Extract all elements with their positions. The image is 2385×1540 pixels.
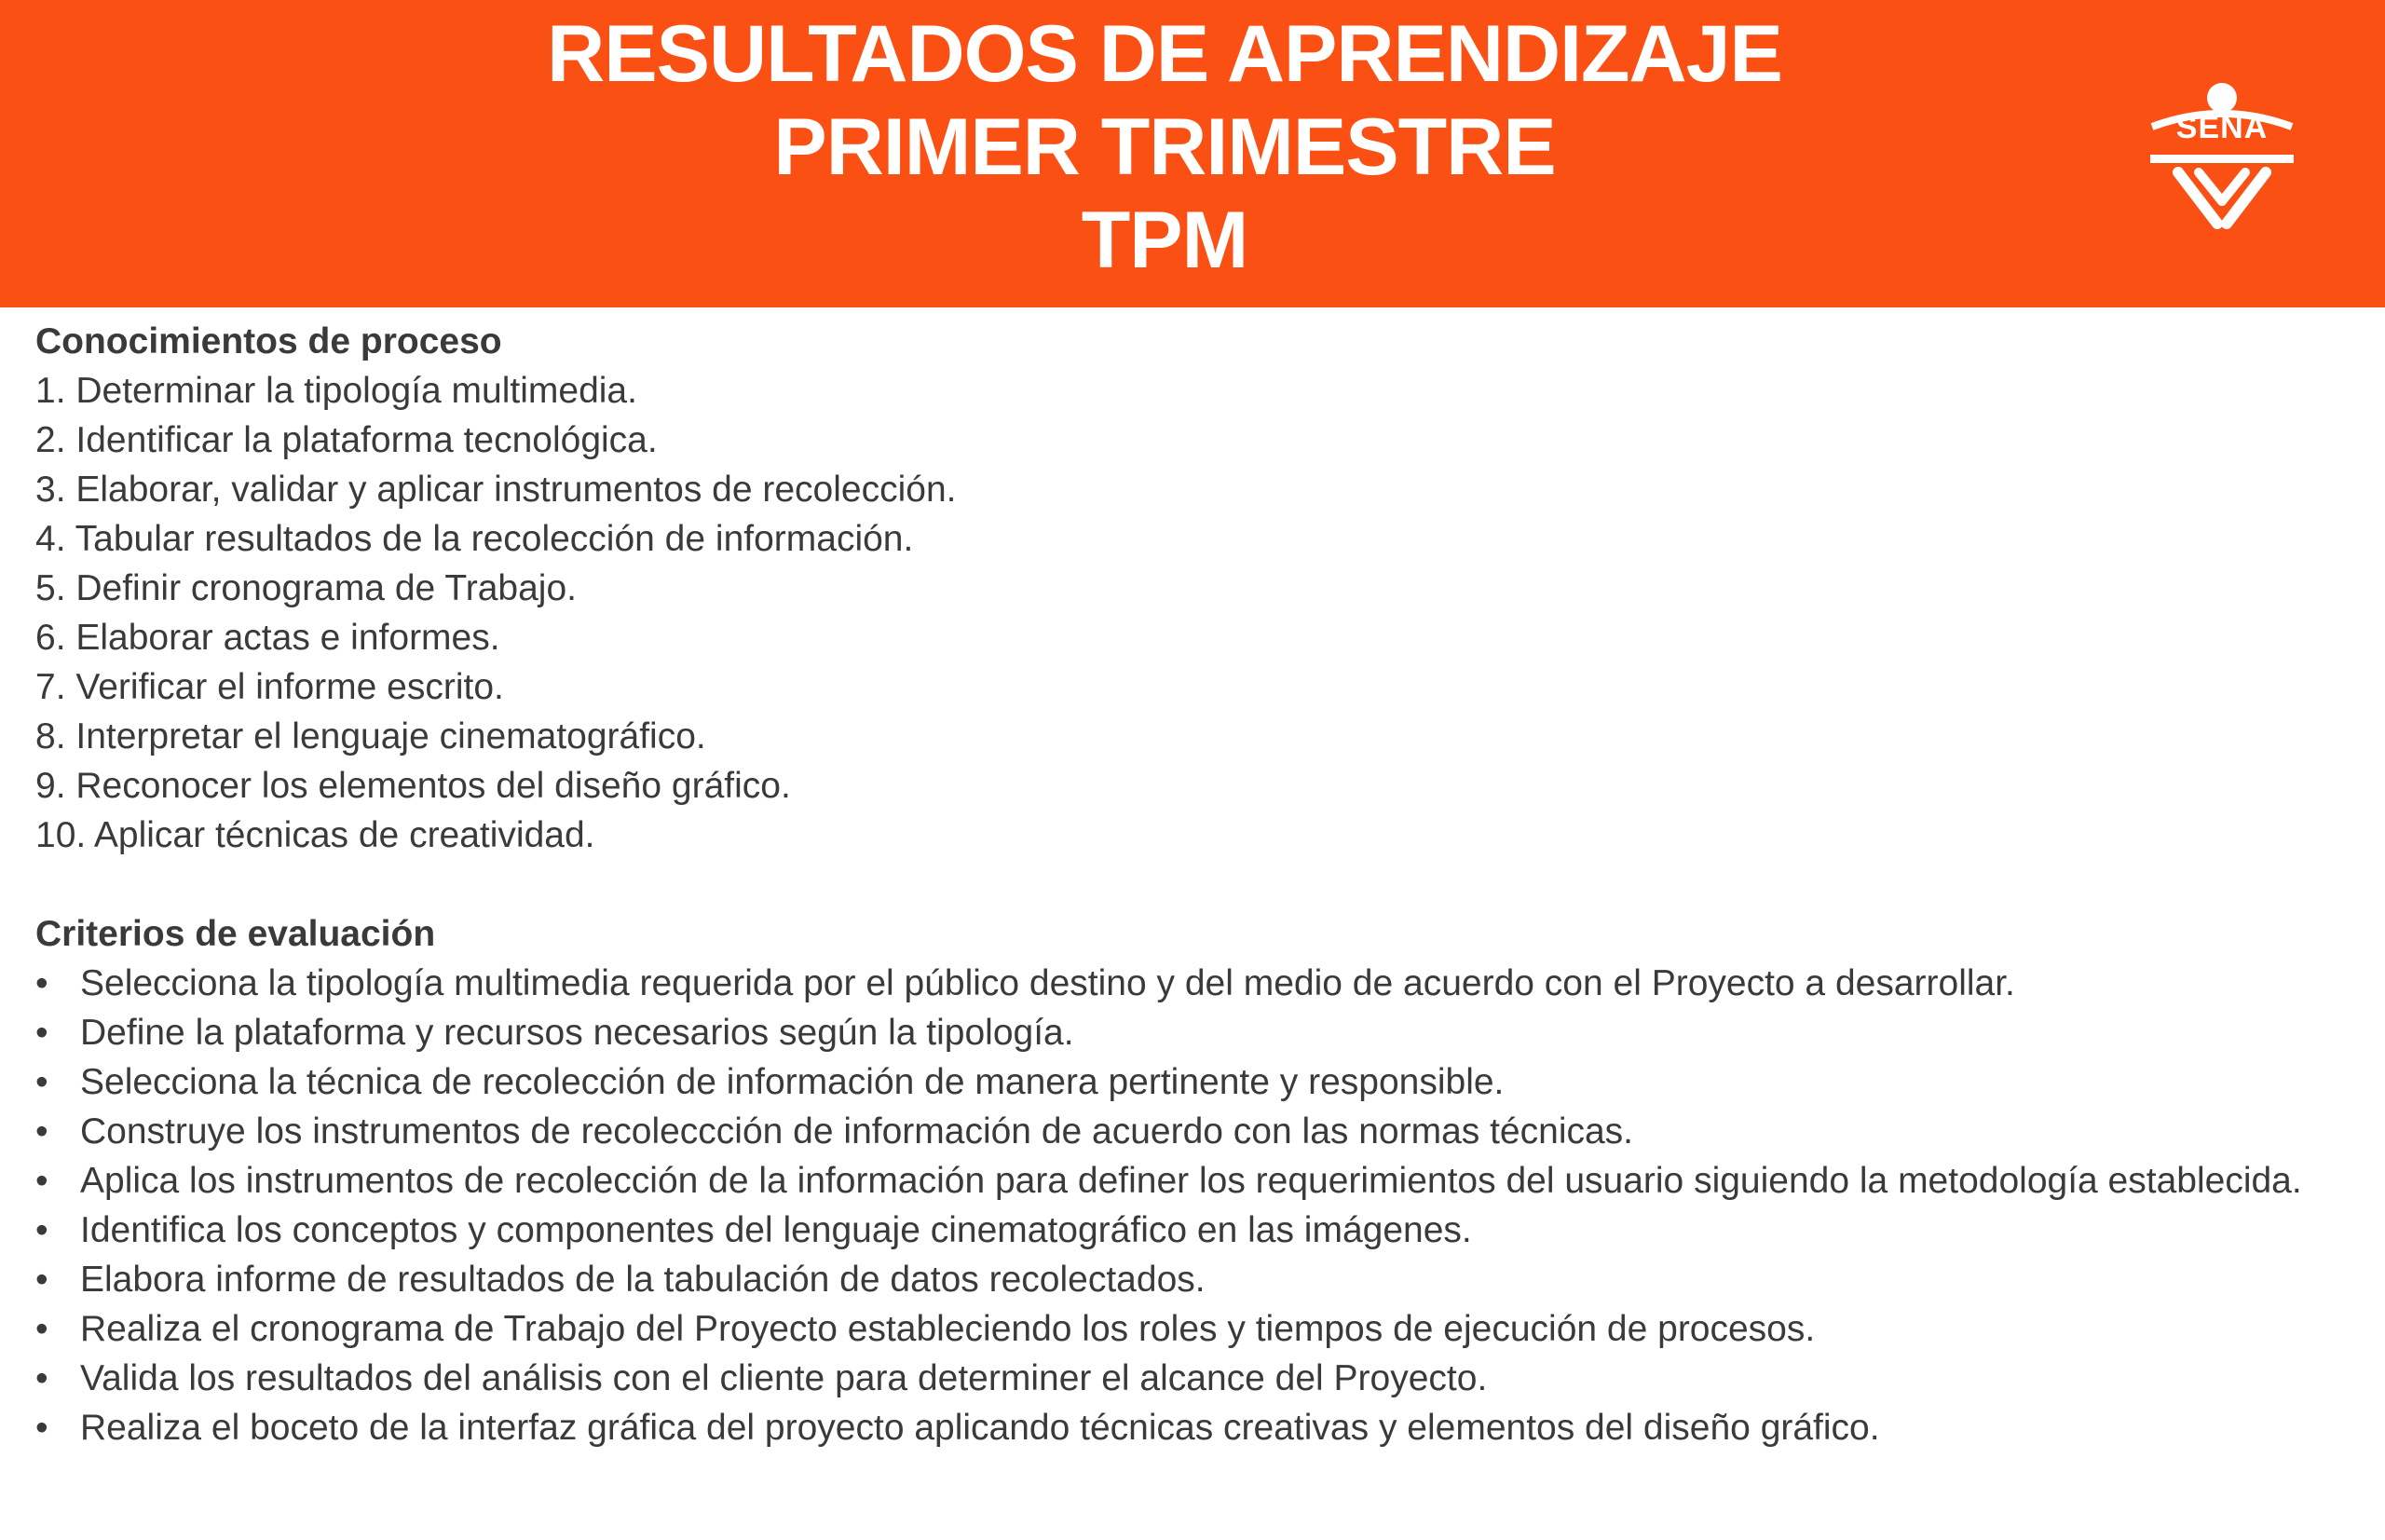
criterios-heading: Criterios de evaluación — [35, 914, 436, 954]
list-item: 10. Aplicar técnicas de creatividad. — [35, 815, 595, 855]
title-line-2: PRIMER TRIMESTRE — [773, 102, 1556, 192]
page-title — [0, 7, 2329, 287]
list-item: 5. Definir cronograma de Trabajo. — [35, 568, 577, 608]
list-item: 6. Elaborar actas e informes. — [35, 618, 500, 658]
bullet-text: Elabora informe de resultados de la tabulación de datos recolectados. — [80, 1260, 1206, 1300]
bullet-item — [35, 1304, 2350, 1354]
bullet-icon: • — [35, 1408, 48, 1448]
bullet-text: Realiza el boceto de la interfaz gráfica del proyecto aplicando técnicas creativas y elementos del diseño gráfico. — [80, 1408, 1880, 1448]
list-item: 8. Interpretar el lenguaje cinematográfico. — [35, 716, 706, 756]
bullet-item — [35, 1057, 2350, 1107]
bullet-text: Define la plataforma y recursos necesarios según la tipología. — [80, 1013, 1074, 1053]
bullet-text: Identifica los conceptos y componentes del lenguaje cinematográfico en las imágenes. — [80, 1210, 1472, 1250]
bullet-icon: • — [35, 1260, 48, 1300]
bullet-text: Selecciona la tipología multimedia requerida por el público destino y del medio de acuerdo con el Proyecto a desarrollar. — [80, 963, 2015, 1003]
bullet-icon: • — [35, 1013, 48, 1053]
bullet-item — [35, 1354, 2350, 1403]
main-content — [35, 317, 2350, 1452]
bullet-item — [35, 1255, 2350, 1304]
criterios-list — [35, 959, 2350, 1452]
title-line-3: TPM — [1081, 196, 1248, 285]
bullet-icon: • — [35, 1210, 48, 1250]
list-item: 1. Determinar la tipología multimedia. — [35, 371, 637, 411]
bullet-text: Selecciona la técnica de recolección de información de manera pertinente y responsible. — [80, 1062, 1505, 1102]
sena-logo-icon — [2143, 82, 2301, 231]
bullet-item — [35, 1156, 2350, 1206]
bullet-item — [35, 1206, 2350, 1255]
conocimientos-heading: Conocimientos de proceso — [35, 321, 502, 361]
bullet-icon: • — [35, 1062, 48, 1102]
bullet-text: Realiza el cronograma de Trabajo del Proyecto estableciendo los roles y tiempos de ejecución de procesos. — [80, 1309, 1816, 1349]
bullet-icon: • — [35, 1358, 48, 1398]
bullet-text: Aplica los instrumentos de recolección de la información para definer los requerimientos del usuario siguiendo la metodología establecida. — [80, 1161, 2302, 1201]
bullet-text: Valida los resultados del análisis con el cliente para determiner el alcance del Proyecto. — [80, 1358, 1488, 1398]
bullet-item — [35, 1107, 2350, 1156]
bullet-item — [35, 1403, 2350, 1452]
list-item: 2. Identificar la plataforma tecnológica. — [35, 420, 658, 460]
bullet-icon: • — [35, 963, 48, 1003]
bullet-item — [35, 959, 2350, 1008]
list-item: 7. Verificar el informe escrito. — [35, 667, 504, 707]
list-item: 3. Elaborar, validar y aplicar instrumentos de recolección. — [35, 470, 957, 510]
conocimientos-list — [35, 366, 2350, 860]
bullet-text: Construye los instrumentos de recoleccción de información de acuerdo con las normas técnicas. — [80, 1111, 1634, 1152]
title-line-1: RESULTADOS DE APRENDIZAJE — [547, 9, 1782, 99]
list-item: 9. Reconocer los elementos del diseño gráfico. — [35, 766, 791, 806]
bullet-icon: • — [35, 1309, 48, 1349]
list-item: 4. Tabular resultados de la recolección de información. — [35, 519, 914, 559]
logo-text: SENA — [2175, 110, 2269, 145]
section-spacer — [35, 860, 2350, 909]
bullet-icon: • — [35, 1161, 48, 1201]
bullet-icon: • — [35, 1111, 48, 1152]
bullet-item — [35, 1008, 2350, 1057]
